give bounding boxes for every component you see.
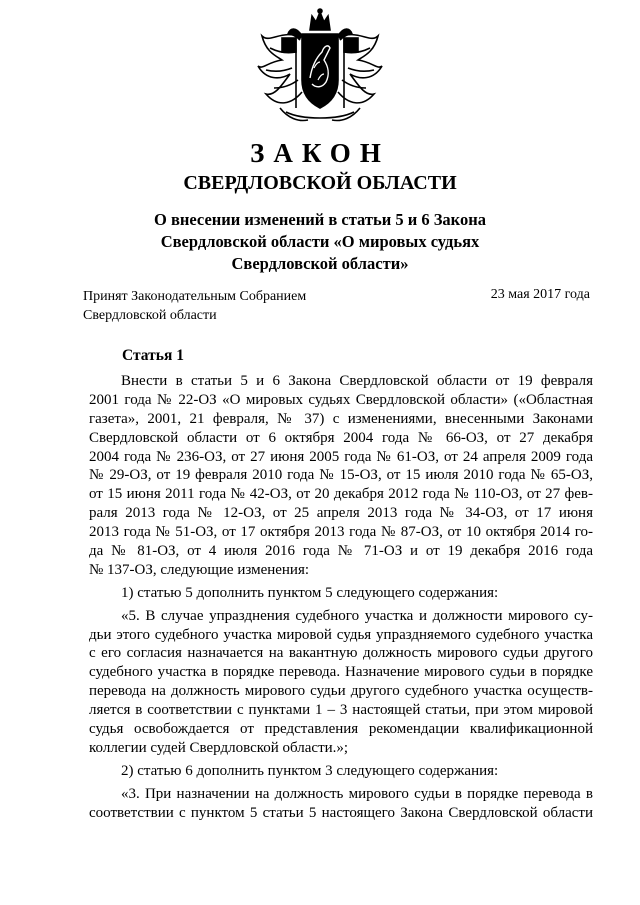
law-subtitle bbox=[110, 209, 530, 275]
adopted-line: Принят Законодательным Собранием bbox=[83, 289, 307, 304]
text-line: от 15 июня 2011 года № 42-ОЗ, от 20 декабря 2012 года № 110-ОЗ, от 27 фев- bbox=[89, 486, 593, 503]
text-line: 2001 года № 22-ОЗ «О мировых судьях Свердловской области» («Областная bbox=[89, 391, 593, 408]
quote-line: перевода на должность мирового судьи другого судебного участка осуществ- bbox=[89, 683, 593, 700]
text-line: 2013 года № 51-ОЗ, от 17 октября 2013 года № 87-ОЗ, от 10 октября 2014 го- bbox=[89, 524, 593, 541]
quote-line: ляется в соответствии с пунктами 1 – 3 настоящей статьи, при этом мировой bbox=[89, 702, 593, 719]
region-title: СВЕРДЛОВСКОЙ ОБЛАСТИ bbox=[183, 172, 457, 194]
text-line: да № 81-ОЗ, от 4 июля 2016 года № 71-ОЗ и от 19 декабря 2016 года bbox=[89, 543, 593, 560]
law-title: ЗАКОН bbox=[250, 138, 390, 168]
text-line: № 29-ОЗ, от 19 февраля 2010 года № 15-ОЗ, от 15 июля 2010 года № 65-ОЗ, bbox=[89, 467, 593, 484]
adoption-date: 23 мая 2017 года bbox=[490, 287, 590, 302]
quote-line: с его согласия назначается на вакантную должность мирового судьи другого bbox=[89, 645, 593, 662]
text-line: 2004 года № 236-ОЗ, от 27 июня 2005 года № 61-ОЗ, от 24 апреля 2009 года bbox=[89, 448, 593, 465]
quote-line: соответствии с пунктом 5 статьи 5 настоящего Закона Свердловской области bbox=[89, 804, 593, 821]
amendment-item-2: 2) статью 6 дополнить пунктом 3 следующего содержания: bbox=[121, 762, 499, 779]
adoption-note bbox=[83, 287, 306, 325]
amendment-item-1: 1) статью 5 дополнить пунктом 5 следующего содержания: bbox=[121, 584, 499, 601]
text-line: газета», 2001, 21 февраля, № 37) с изменениями, внесенными Законами bbox=[89, 410, 593, 427]
text-line: Внести в статьи 5 и 6 Закона Свердловской области от 19 февраля bbox=[121, 373, 593, 389]
text-line: раля 2013 года № 12-ОЗ, от 25 апреля 2013 года № 34-ОЗ, от 17 июня bbox=[89, 505, 593, 522]
article-heading: Статья 1 bbox=[122, 347, 184, 364]
subtitle-line: О внесении изменений в статьи 5 и 6 Закона bbox=[154, 210, 486, 229]
quote-line: коллегии судей Свердловской области.»; bbox=[89, 739, 349, 756]
adopted-line: Свердловской области bbox=[83, 308, 217, 323]
quote-line: судебного участка в порядке перевода. Назначение мирового судьи в порядке bbox=[89, 664, 593, 681]
text-line: Свердловской области от 6 октября 2004 года № 66-ОЗ, от 27 декабря bbox=[89, 429, 593, 446]
quote-line: «3. При назначении на должность мирового судьи в порядке перевода в bbox=[121, 785, 593, 802]
quote-line: «5. В случае упразднения судебного участка и должности мирового су- bbox=[121, 607, 593, 624]
quote-line: судья освобождается от представления рекомендации квалификационной bbox=[89, 721, 593, 738]
subtitle-line: Свердловской области «О мировых судьях bbox=[160, 232, 480, 251]
coat-of-arms-emblem bbox=[252, 8, 388, 126]
quote-line: дьи этого судебного участка мировой судья упраздняемого судебного участка bbox=[89, 626, 593, 643]
text-line: № 137-ОЗ, следующие изменения: bbox=[89, 561, 310, 578]
article-body bbox=[89, 372, 593, 822]
subtitle-line: Свердловской области» bbox=[231, 254, 409, 273]
